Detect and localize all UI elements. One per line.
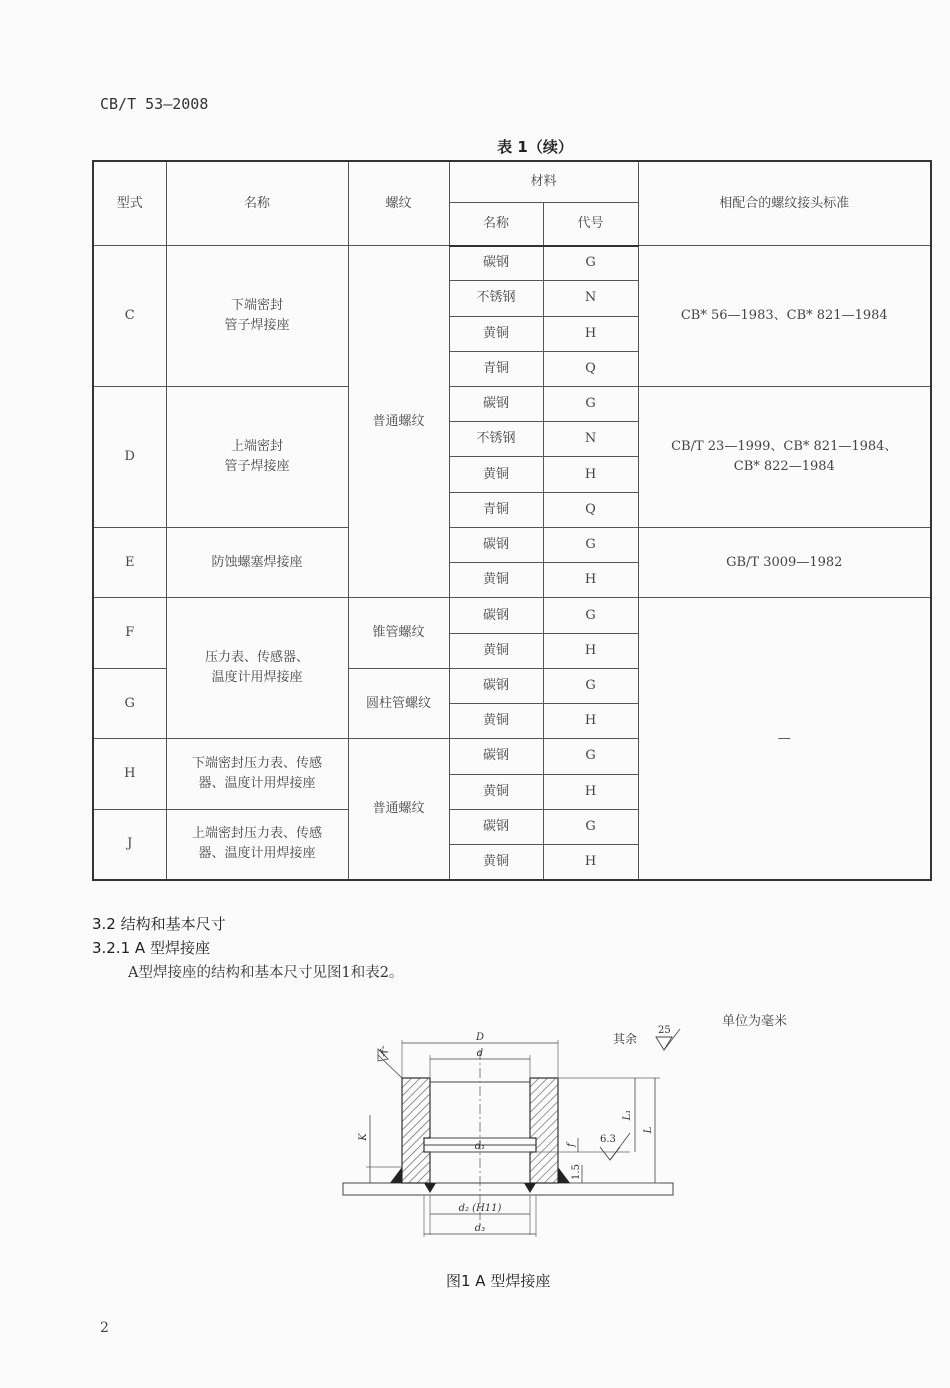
dim-d3: d₃ bbox=[474, 1223, 486, 1234]
type-cell: H bbox=[93, 739, 166, 809]
material-cell: 青铜 bbox=[449, 492, 543, 527]
code-cell: H bbox=[543, 845, 638, 880]
type-cell: F bbox=[93, 598, 166, 668]
code-cell: Q bbox=[543, 351, 638, 386]
dim-d: d bbox=[476, 1048, 484, 1059]
dim-1-5: 1.5 bbox=[571, 1164, 582, 1180]
roughness-other-value: 25 bbox=[658, 1025, 671, 1036]
material-cell: 黄铜 bbox=[449, 845, 543, 880]
code-cell: G bbox=[543, 809, 638, 844]
material-cell: 黄铜 bbox=[449, 457, 543, 492]
name-cell: 压力表、传感器、 温度计用焊接座 bbox=[166, 598, 348, 739]
roughness-other-label: 其余 bbox=[613, 1032, 638, 1046]
weld-symbol-K: K bbox=[377, 1045, 391, 1059]
body-paragraph: A型焊接座的结构和基本尺寸见图1和表2。 bbox=[128, 965, 404, 981]
header-standard: 相配合的螺纹接头标准 bbox=[638, 161, 931, 246]
left-wall-section bbox=[402, 1078, 430, 1183]
dim-D: D bbox=[475, 1032, 485, 1043]
figure-caption: 图1 A 型焊接座 bbox=[446, 1272, 551, 1290]
code-cell: G bbox=[543, 527, 638, 562]
dim-d1: d₁ bbox=[474, 1141, 486, 1152]
header-material: 材料 bbox=[449, 161, 638, 202]
material-cell: 碳钢 bbox=[449, 668, 543, 703]
standard-cell: GB/T 3009—1982 bbox=[638, 527, 931, 597]
material-cell: 黄铜 bbox=[449, 316, 543, 351]
header-type: 型式 bbox=[93, 161, 166, 246]
type-cell: E bbox=[93, 527, 166, 597]
subsection-heading: 3.2.1 A 型焊接座 bbox=[92, 939, 210, 957]
code-cell: Q bbox=[543, 492, 638, 527]
material-cell: 碳钢 bbox=[449, 246, 543, 281]
header-material-code: 代号 bbox=[543, 202, 638, 245]
material-cell: 青铜 bbox=[449, 351, 543, 386]
document-header: CB/T 53—2008 bbox=[100, 95, 209, 113]
roughness-other-symbol bbox=[656, 1037, 672, 1050]
name-cell: 下端密封压力表、传感 器、温度计用焊接座 bbox=[166, 739, 348, 809]
weld-right bbox=[558, 1167, 570, 1183]
name-cell: 防蚀螺塞焊接座 bbox=[166, 527, 348, 597]
header-material-name: 名称 bbox=[449, 202, 543, 245]
code-cell: N bbox=[543, 422, 638, 457]
right-wall-section bbox=[530, 1078, 558, 1183]
standard-cell: CB* 56—1983、CB* 821—1984 bbox=[638, 246, 931, 387]
name-cell: 上端密封 管子焊接座 bbox=[166, 387, 348, 528]
code-cell: H bbox=[543, 563, 638, 598]
material-cell: 黄铜 bbox=[449, 633, 543, 668]
figure-1-drawing bbox=[330, 1015, 690, 1245]
code-cell: G bbox=[543, 387, 638, 422]
header-name: 名称 bbox=[166, 161, 348, 246]
dim-d2: d₂ (H11) bbox=[458, 1203, 502, 1214]
thread-cell: 圆柱管螺纹 bbox=[348, 668, 449, 738]
code-cell: H bbox=[543, 774, 638, 809]
type-cell: C bbox=[93, 246, 166, 387]
material-cell: 不锈钢 bbox=[449, 422, 543, 457]
code-cell: H bbox=[543, 316, 638, 351]
material-cell: 黄铜 bbox=[449, 774, 543, 809]
name-cell: 上端密封压力表、传感 器、温度计用焊接座 bbox=[166, 809, 348, 880]
thread-cell: 锥管螺纹 bbox=[348, 598, 449, 668]
weld-left bbox=[390, 1167, 402, 1183]
standard-cell: — bbox=[638, 598, 931, 880]
material-cell: 碳钢 bbox=[449, 809, 543, 844]
code-cell: N bbox=[543, 281, 638, 316]
material-cell: 不锈钢 bbox=[449, 281, 543, 316]
thread-cell: 普通螺纹 bbox=[348, 246, 449, 598]
dim-L: L bbox=[643, 1126, 654, 1134]
material-cell: 碳钢 bbox=[449, 527, 543, 562]
dim-K: K bbox=[358, 1133, 369, 1141]
material-cell: 碳钢 bbox=[449, 387, 543, 422]
type-cell: D bbox=[93, 387, 166, 528]
page-number: 2 bbox=[100, 1320, 109, 1336]
dim-f: f bbox=[566, 1143, 577, 1147]
dim-L1: L₁ bbox=[622, 1109, 633, 1121]
spec-table bbox=[92, 160, 932, 881]
code-cell: H bbox=[543, 633, 638, 668]
name-cell: 下端密封 管子焊接座 bbox=[166, 246, 348, 387]
material-cell: 黄铜 bbox=[449, 563, 543, 598]
code-cell: G bbox=[543, 598, 638, 633]
material-cell: 碳钢 bbox=[449, 598, 543, 633]
material-cell: 黄铜 bbox=[449, 704, 543, 739]
code-cell: H bbox=[543, 704, 638, 739]
code-cell: G bbox=[543, 739, 638, 774]
thread-cell: 普通螺纹 bbox=[348, 739, 449, 880]
roughness-symbol bbox=[600, 1147, 620, 1160]
code-cell: G bbox=[543, 668, 638, 703]
header-thread: 螺纹 bbox=[348, 161, 449, 246]
base-plate bbox=[343, 1183, 673, 1195]
section-heading: 3.2 结构和基本尺寸 bbox=[92, 915, 226, 933]
code-cell: H bbox=[543, 457, 638, 492]
unit-note: 单位为毫米 bbox=[722, 1014, 788, 1029]
standard-cell: CB/T 23—1999、CB* 821—1984、 CB* 822—1984 bbox=[638, 387, 931, 528]
roughness-value: 6.3 bbox=[600, 1134, 616, 1145]
table-title: 表 1（续） bbox=[497, 138, 573, 156]
code-cell: G bbox=[543, 246, 638, 281]
material-cell: 碳钢 bbox=[449, 739, 543, 774]
type-cell: J bbox=[93, 809, 166, 880]
type-cell: G bbox=[93, 668, 166, 738]
